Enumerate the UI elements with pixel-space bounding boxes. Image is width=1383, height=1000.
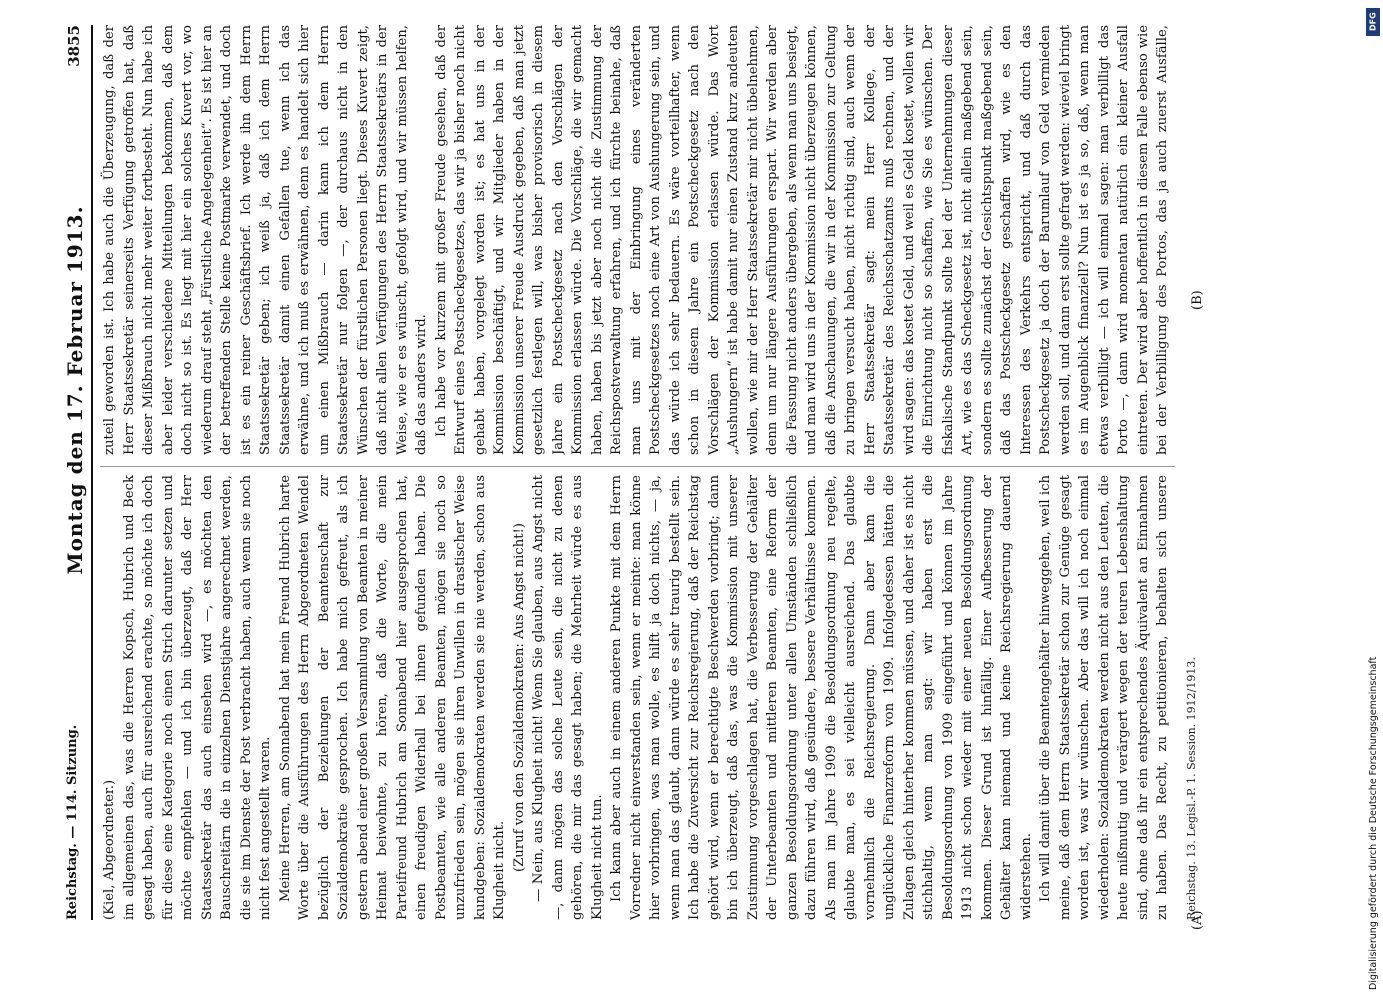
footer-note: Reichstag. 13. Legisl.-P. 1. Session. 1912/1913. [1185,657,1198,920]
margin-marker-a: (A) [1190,910,1205,930]
page-number: 3855 [65,25,83,67]
column-right [100,25,1175,455]
column-left [100,475,1175,920]
page-header [55,0,89,1000]
header-left: Reichstag. — 114. Sitzung. [65,724,80,920]
paragraph: im allgemeinen das, was die Herren Kopsch, Hubrich und Beck gesagt haben, auch für ausreichend erachte, so möchte ich doch für diese eine Kategorie noch einen Strich darunter setzen und möchte empfehlen — und ich bin überzeugt, daß der Herr Staatssekretär das auch einsehen wird —, es möchten den Bauschreitärn die in einzelnen Dienstjahre angerechnet werden, die sie im Dienste der Post verbracht haben, auch wenn sie noch nicht fest angestellt waren. [121,475,273,920]
column-divider [100,466,1175,467]
margin-marker-b: (B) [1190,290,1205,310]
paragraph: zuteil geworden ist. Ich habe auch die Überzeugung, daß der Herr Staatssekretär seinerseits Verfügung getroffen hat, daß dieser Mißbrauch nicht mehr weiter fortbesteht. Nun habe ich aber leider verschiedene Mitteilungen bekommen, daß dem doch nicht so ist. Es liegt mit hier ein solches Kuvert vor, wo wiederum drauf steht „Fürstliche Angelegenheit“. Es ist hier an der betreffenden Stelle keine Postmarke verwendet, und doch ist es ein reiner Geschäftsbrief. Ich werde ihn dem Herrn Staatssekretär geben; ich weiß ja, daß ich dem Herrn Staatssekretär damit einen Gefallen tue, wenn ich das erwähne, und ich muß es erwähnen, denn es handelt sich hier um einen Mißbrauch — darin kann ich dem Herrn Staatssekretär nur folgen —, der durchaus nicht in den Wünschen der fürstlichen Personen liegt. Dieses Kuvert zeigt, daß nicht allen Verfügungen des Herrn Staatssekretärs in der Weise, wie er es wünscht, gefolgt wird, und wir müssen helfen, daß das anders wird. [102,25,429,455]
header-date: Montag den 17. Februar 1913. [63,205,87,575]
digitization-credit: Digitalisierung gefördert durch die Deutsche Forschungsgemeinschaft [1368,656,1379,990]
speaker-note: (Kiel, Abgeordneter.) [102,779,117,920]
paragraph: Ich will damit über die Beamtengehälter hinweggehen, weil ich meine, daß dem Herrn Staatssekretär schon zur Genüge gesagt worden ist, was wir wünschen. Aber das will ich noch einmal wiederholen: Sozialdemokraten werden nicht aus den Leuten, die heute mißmutig und verärgert wegen der teuren Lebenshaltung sind, ohne daß ihr ein entsprechendes Äquivalent an Einnahmen zu haben. Das Recht, zu petitionieren, behalten sich unsere [1038,475,1170,920]
header-rule [91,25,93,920]
paragraph: Ich kann aber auch in einem anderen Punkte mit dem Herrn Vorredner nicht einverstanden sein, wenn er meinte: man könne hier vorbringen, was man wolle, es hilft ja doch nichts, — ja, wenn man das glaubt, dann würde es sehr traurig bestellt sein. Ich habe die Zuversicht zur Reichsregierung, daß der Reichstag gehört wird, wenn er berechtigte Beschwerden vorbringt; dann bin ich überzeugt, daß das, was die Kommission mit unserer Zustimmung vorgeschlagen hat, die Verbesserung der Gehälter der Unterbeamten und mittleren Beamten, eine Reform der ganzen Besoldungsordnung unter allen Umständen schließlich dazu führen wird, daß gesündere, bessere Verhältnisse kommen. Als man im Jahre 1909 die Besoldungsordnung neu regelte, glaubte man, es sei vielleicht ausreichend. Das glaubte vornehmlich die Reichsregierung. Dann aber kam die unglückliche Finanzreform von 1909. Infolgedessen hätten die Zulagen gleich hinterher kommen müssen, und daher ist es nicht stichhaltig, wenn man sagt: wir haben erst die Besoldungsordnung von 1909 eingeführt und können im Jahre 1913 nicht schon wieder mit einer neuen Besoldungsordnung kommen. Dieser Grund ist hinfällig. Einer Aufbesserung der Gehälter kann niemand und keine Reichsregierung dauernd widerstehen. [609,475,1034,920]
paragraph: — Nein, aus Klugheit nicht! Wenn Sie glauben, aus Angst nicht —, dann mögen das solche Leute sein, die nicht zu denen gehören, die mir das gesagt haben; die Mehrheit würde es aus Klugheit nicht tun. [531,475,605,920]
dfg-logo: DFG [1366,8,1380,36]
paragraph: Ich habe vor kurzem mit großer Freude gesehen, daß der Entwurf eines Postscheckgesetzes, das wir ja bisher noch nicht gehabt haben, vorgelegt worden ist; es hat uns in der Kommission beschäftigt, und wir Mitglieder haben in der Kommission unserer Freude Ausdruck gegeben, daß man jetzt gesetzlich festlegen will, was bisher provisorisch in diesem Jahre ein Postscheckgesetz nach den Vorschlägen der Kommission erlassen würde. Die Vorschläge, die wir gemacht haben, haben bis jetzt aber noch nicht die Zustimmung der Reichspostverwaltung erfahren, und ich fürchte beinahe, daß man uns mit der Einbringung eines veränderten Postscheckgesetzes noch eine Art von Aushungerung sein, und das würde ich sehr bedauern. Es wäre vorteilhafter, wenn schon in diesem Jahre ein Postscheckgesetz nach den Vorschlägen der Kommission erlassen würde. Das Wort „Aushungern“ ist habe damit nur einen Zustand kurz andeuten wollen, wie mir der Herr Staatssekretär mir nicht übelnehmen, denn um nur längere Ausführungen erspart. Wir werden aber die Fassung nicht anders übergeben, als wenn man uns besiegt, und man wird uns in der Kommission nicht überzeugen können, daß die Anschauungen, die wir in der Kommission zur Geltung zu bringen versucht haben, nicht richtig sind, auch wenn der Herr Staatssekretär sagt: mein Herr Kollege, der Staatssekretär des Reichsschatzamts muß rechnen, und der wird sagen: das kostet Geld, und weil es Geld kostet, wollen wir die Einrichtung nicht so schaffen, wie Sie es wünschen. Der fiskalische Standpunkt sollte bei der Unternehmungen dieser Art, wie es das Scheckgesetz ist, nicht allein maßgebend sein, sondern es sollte zunächst der Gesichtspunkt maßgebend sein, daß das Postscheckgesetz geschaffen wird, wie es den Interessen des Verkehrs entspricht, und daß durch das Postscheckgesetz ja doch der Barumlauf von Geld vermieden werden soll, und dann erst sollte gefragt werden: wieviel bringt es im Augenblick finanziell? Nun ist es ja so, daß, wenn man etwas verbilligt — ich will einmal sagen: man verbilligt das Porto —, dann wird momentan natürlich ein kleiner Ausfall eintreten. Der wird aber hoffentlich in diesem Falle ebenso wie bei der Verbilligung des Portos, das ja auch zuerst Ausfälle, [433,25,1170,455]
paragraph: (Zuruf von den Sozialdemokraten: Aus Angst nicht!) [511,523,527,873]
paragraph: Meine Herren, am Sonnabend hat mein Freund Hubrich harte Worte über die Ausführungen des Herrn Abgeordneten Wendel bezüglich der Beziehungen der Beamtenschaft zur Sozialdemokratie gesprochen. Ich habe mich gefreut, als ich gestern abend einer großen Versammlung von Beamten in meiner Heimat beiwohnte, zu hören, daß die Worte, die mein Parteifreund Hubrich am Sonnabend hier ausgesprochen hat, einen freudigen Widerhall bei ihnen gefunden haben. Die Postbeamten, wie alle anderen Beamten, mögen sie noch so unzufrieden sein, mögen sie ihren Unwillen in drastischer Weise kundgeben: Sozialdemokraten werden sie nie werden, schon aus Klugheit nicht. [277,475,507,920]
